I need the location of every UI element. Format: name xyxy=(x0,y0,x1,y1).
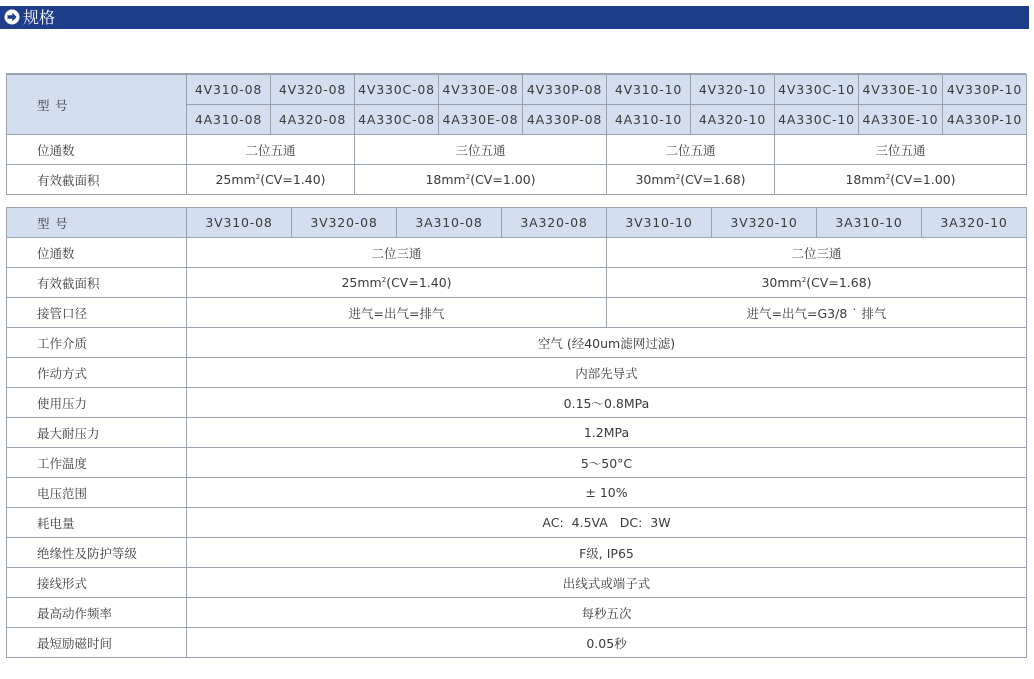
spec-label: 最高动作频率 xyxy=(7,598,187,628)
spec-value: 出线式或端子式 xyxy=(187,568,1027,598)
spec-label: 耗电量 xyxy=(7,508,187,538)
spec-label: 最大耐压力 xyxy=(7,418,187,448)
arrow-right-circle-icon xyxy=(4,9,20,25)
spec-value: F级, IP65 xyxy=(187,538,1027,568)
model-label: 型 号 xyxy=(7,75,187,135)
model-cell: 4V330E-10 xyxy=(859,75,943,105)
model-cell: 4V330C-10 xyxy=(775,75,859,105)
area-value: $18mm^2(CV=1.00)$ xyxy=(775,165,1027,195)
spec-value: 1.2MPa xyxy=(187,418,1027,448)
model-cell: 4A320-10 xyxy=(691,105,775,135)
spec-row xyxy=(7,538,1027,568)
model-cell: 4A330C-10 xyxy=(775,105,859,135)
spec-row xyxy=(7,358,1027,388)
spec-value: 5～50°C xyxy=(187,448,1027,478)
spec-value: 每秒五次 xyxy=(187,598,1027,628)
model-cell: 4V310-10 xyxy=(607,75,691,105)
port-row xyxy=(7,298,1027,328)
area-value: $25mm^2(CV=1.40)$ xyxy=(187,165,355,195)
section-title: 规格 xyxy=(23,8,56,27)
model-cell: 3A310-10 xyxy=(817,208,922,238)
port-value: 进气=出气=G3/8 ˙ 排气 xyxy=(607,298,1027,328)
position-value: 二位三通 xyxy=(607,238,1027,268)
spec-row xyxy=(7,388,1027,418)
position-row xyxy=(7,135,1027,165)
model-cell: 3V310-10 xyxy=(607,208,712,238)
spec-table-5way xyxy=(6,74,1027,195)
model-cell: 3A320-10 xyxy=(922,208,1027,238)
spec-label: 绝缘性及防护等级 xyxy=(7,538,187,568)
model-row-3v xyxy=(7,208,1027,238)
area-row xyxy=(7,268,1027,298)
position-value: 二位五通 xyxy=(607,135,775,165)
spec-row xyxy=(7,448,1027,478)
spec-table-3way xyxy=(6,207,1027,658)
spec-row xyxy=(7,418,1027,448)
spec-row xyxy=(7,478,1027,508)
model-cell: 4V330E-08 xyxy=(439,75,523,105)
spec-row xyxy=(7,508,1027,538)
model-cell: 4A320-08 xyxy=(271,105,355,135)
model-cell: 3V320-10 xyxy=(712,208,817,238)
model-row-4v xyxy=(7,75,1027,105)
position-value: 二位三通 xyxy=(187,238,607,268)
spec-label: 作动方式 xyxy=(7,358,187,388)
model-cell: 3V320-08 xyxy=(292,208,397,238)
port-label: 接管口径 xyxy=(7,298,187,328)
model-cell: 4A310-10 xyxy=(607,105,691,135)
model-cell: 4V310-08 xyxy=(187,75,271,105)
spec-label: 使用压力 xyxy=(7,388,187,418)
section-header-bar xyxy=(0,6,1029,29)
model-cell: 4V330C-08 xyxy=(355,75,439,105)
spec-label: 工作温度 xyxy=(7,448,187,478)
spec-label: 最短励磁时间 xyxy=(7,628,187,658)
spec-value: 0.15～0.8MPa xyxy=(187,388,1027,418)
spec-row xyxy=(7,568,1027,598)
spec-value: AC: 4.5VA DC: 3W xyxy=(187,508,1027,538)
position-label: 位通数 xyxy=(7,135,187,165)
spec-value: ± 10% xyxy=(187,478,1027,508)
model-cell: 4A330P-10 xyxy=(943,105,1027,135)
port-value: 进气=出气=排气 xyxy=(187,298,607,328)
model-cell: 4A330E-10 xyxy=(859,105,943,135)
model-cell: 4A330C-08 xyxy=(355,105,439,135)
spec-row xyxy=(7,628,1027,658)
model-cell: 3V310-08 xyxy=(187,208,292,238)
position-value: 二位五通 xyxy=(187,135,355,165)
spec-label: 电压范围 xyxy=(7,478,187,508)
spec-value: 内部先导式 xyxy=(187,358,1027,388)
area-value: $30mm^2(CV=1.68)$ xyxy=(607,165,775,195)
area-label: 有效截面积 xyxy=(7,268,187,298)
model-cell: 3A320-08 xyxy=(502,208,607,238)
spec-label: 工作介质 xyxy=(7,328,187,358)
spec-row xyxy=(7,598,1027,628)
spec-value: 空气 (经40um滤网过滤) xyxy=(187,328,1027,358)
position-row xyxy=(7,238,1027,268)
spec-label: 接线形式 xyxy=(7,568,187,598)
position-label: 位通数 xyxy=(7,238,187,268)
position-value: 三位五通 xyxy=(355,135,607,165)
model-cell: 4V320-08 xyxy=(271,75,355,105)
area-row xyxy=(7,165,1027,195)
area-value: $30mm^2(CV=1.68)$ xyxy=(607,268,1027,298)
model-cell: 3A310-08 xyxy=(397,208,502,238)
model-cell: 4V320-10 xyxy=(691,75,775,105)
model-cell: 4A310-08 xyxy=(187,105,271,135)
model-cell: 4A330E-08 xyxy=(439,105,523,135)
model-cell: 4V330P-08 xyxy=(523,75,607,105)
area-value: $18mm^2(CV=1.00)$ xyxy=(355,165,607,195)
spec-value: 0.05秒 xyxy=(187,628,1027,658)
model-cell: 4V330P-10 xyxy=(943,75,1027,105)
model-label: 型 号 xyxy=(7,208,187,238)
area-value: $25mm^2(CV=1.40)$ xyxy=(187,268,607,298)
model-cell: 4A330P-08 xyxy=(523,105,607,135)
area-label: 有效截面积 xyxy=(7,165,187,195)
position-value: 三位五通 xyxy=(775,135,1027,165)
spec-row xyxy=(7,328,1027,358)
